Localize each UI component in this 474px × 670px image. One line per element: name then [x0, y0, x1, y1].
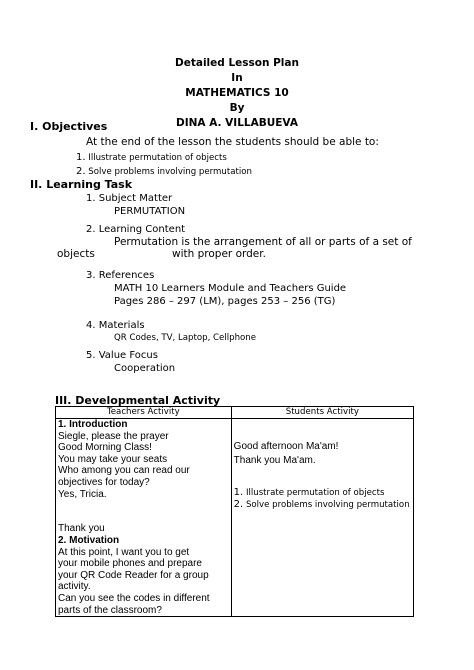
title-line-2: In: [231, 72, 243, 84]
student-greeting-2: Thank you Ma'am.: [233, 455, 316, 466]
title-line-3: MATHEMATICS 10: [185, 87, 289, 99]
table-row: [56, 419, 414, 617]
objective-item-text: Solve problems involving permutation: [88, 167, 252, 177]
learning-content-label: 2. Learning Content: [86, 224, 186, 235]
objective-item-number: 2.: [76, 166, 86, 177]
objective-item-1: [76, 152, 227, 163]
materials-label: 4. Materials: [86, 320, 145, 331]
title-line-5: DINA A. VILLABUEVA: [176, 117, 298, 129]
teacher-line-blank: [58, 500, 229, 512]
value-focus-value: Cooperation: [114, 363, 176, 374]
objective-item-2: [76, 166, 252, 177]
teacher-line: Can you see the codes in different: [58, 592, 210, 604]
student-item-text: Solve problems involving permutation: [245, 500, 410, 510]
learning-content-line-2b: with proper order.: [172, 248, 266, 260]
references-line-1: MATH 10 Learners Module and Teachers Guide: [114, 283, 347, 294]
teacher-line: 2. Motivation: [58, 534, 120, 546]
students-activity-header: Students Activity: [231, 407, 413, 419]
teacher-line-blank: [58, 512, 229, 524]
subject-matter-label: 1. Subject Matter: [86, 193, 173, 204]
learning-content-line-1: Permutation is the arrangement of all or parts of a set of: [114, 236, 412, 248]
learning-content-line-2a: objects: [57, 248, 95, 260]
title-line-1: Detailed Lesson Plan: [175, 57, 299, 69]
teacher-line: You may take your seats: [58, 453, 168, 465]
teacher-line: activity.: [58, 581, 91, 593]
materials-value: QR Codes, TV, Laptop, Cellphone: [114, 333, 257, 343]
student-item-2: [234, 499, 411, 511]
student-greeting-1: Good afternoon Ma'am!: [233, 441, 339, 452]
subject-matter-value: PERMUTATION: [114, 206, 186, 217]
teacher-line: objectives for today?: [58, 476, 150, 488]
teachers-activity-header: Teachers Activity: [56, 407, 232, 419]
students-activity-cell: [231, 419, 413, 617]
teacher-line: your mobile phones and prepare: [58, 558, 202, 570]
student-item-text: Illustrate permutation of objects: [245, 488, 385, 498]
developmental-heading: III. Developmental Activity: [55, 394, 221, 407]
value-focus-label: 5. Value Focus: [86, 350, 158, 361]
objective-item-text: Illustrate permutation of objects: [88, 153, 227, 163]
teacher-line: Thank you: [58, 523, 105, 535]
learning-task-heading: II. Learning Task: [30, 178, 133, 191]
teacher-line: Who among you can read our: [58, 465, 190, 477]
student-item-number: 1.: [233, 487, 244, 498]
references-label: 3. References: [86, 270, 155, 281]
teachers-activity-cell: [56, 419, 232, 617]
teacher-line: Siegle, please the prayer: [58, 430, 169, 442]
teacher-line: Good Morning Class!: [58, 442, 152, 454]
objectives-heading: I. Objectives: [30, 120, 108, 133]
student-item-1: [234, 487, 411, 499]
teacher-line: 1. Introduction: [58, 419, 128, 430]
objective-item-number: 1.: [76, 152, 86, 163]
teacher-line: your QR Code Reader for a group: [58, 569, 209, 581]
student-item-number: 2.: [233, 499, 244, 510]
teacher-line: Yes, Tricia.: [58, 488, 107, 500]
teacher-line: At this point, I want you to get: [58, 546, 190, 558]
references-line-2: Pages 286 – 297 (LM), pages 253 – 256 (TG): [114, 296, 336, 307]
objectives-intro: At the end of the lesson the students should be able to:: [86, 136, 379, 148]
table-header-row: [56, 407, 414, 419]
teacher-line: parts of the classroom?: [58, 604, 162, 616]
activity-table: [55, 406, 414, 617]
title-line-4: By: [229, 102, 245, 114]
